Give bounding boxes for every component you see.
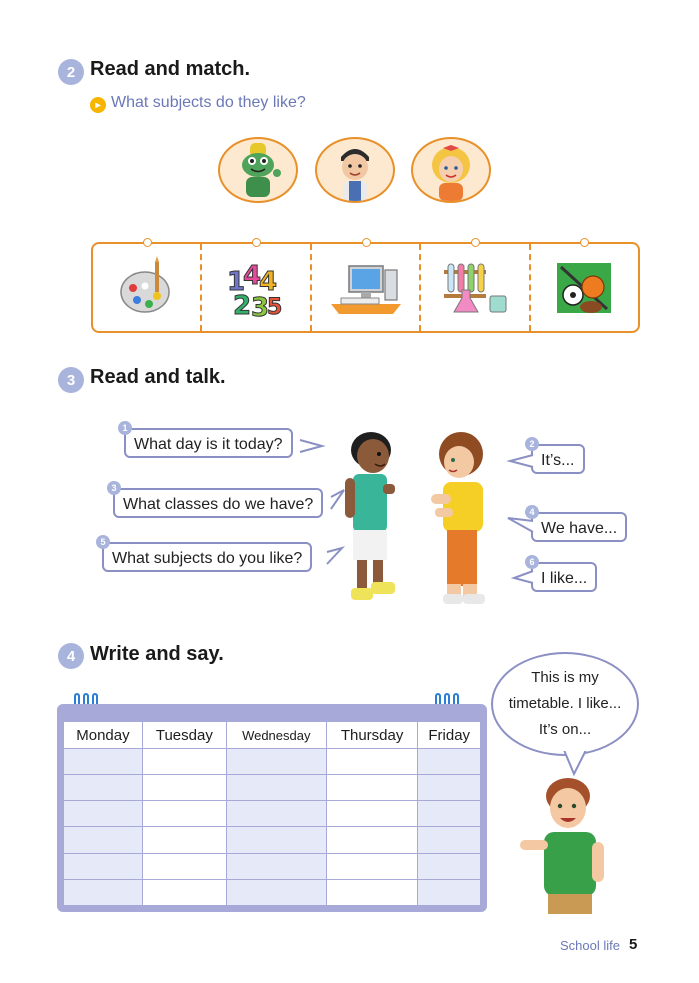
timetable bbox=[57, 704, 487, 912]
speech-bubble-4: We have... bbox=[531, 512, 627, 542]
timetable-cell[interactable] bbox=[418, 853, 481, 879]
section-2-question: What subjects do they like? bbox=[111, 94, 306, 111]
timetable-cell[interactable] bbox=[326, 827, 418, 853]
section-2-title: Read and match. bbox=[90, 58, 251, 80]
section-3-number: 3 bbox=[58, 367, 84, 393]
svg-text:4: 4 bbox=[259, 266, 278, 297]
timetable-cell[interactable] bbox=[226, 853, 326, 879]
timetable-cell[interactable] bbox=[326, 853, 418, 879]
timetable-cell[interactable] bbox=[64, 749, 143, 775]
timetable-cell[interactable] bbox=[326, 801, 418, 827]
timetable-cell[interactable] bbox=[418, 801, 481, 827]
children-talking-illustration bbox=[335, 424, 505, 608]
timetable-cell[interactable] bbox=[142, 775, 226, 801]
svg-text:4: 4 bbox=[243, 260, 262, 291]
day-header-thursday: Thursday bbox=[326, 722, 418, 749]
speech-bubble-2: It’s... bbox=[531, 444, 585, 474]
day-header-friday: Friday bbox=[418, 722, 481, 749]
boy-presenting-illustration bbox=[514, 774, 614, 914]
day-header-monday: Monday bbox=[64, 722, 143, 749]
timetable-cell[interactable] bbox=[64, 853, 143, 879]
timetable-cell[interactable] bbox=[226, 775, 326, 801]
svg-text:2: 2 bbox=[233, 290, 252, 320]
day-header-tuesday: Tuesday bbox=[142, 722, 226, 749]
page-number: 5 bbox=[629, 936, 638, 953]
timetable-cell[interactable] bbox=[418, 879, 481, 905]
timetable-grid bbox=[63, 721, 481, 906]
timetable-cell[interactable] bbox=[326, 775, 418, 801]
thought-speech-balloon bbox=[491, 652, 639, 756]
timetable-cell[interactable] bbox=[64, 827, 143, 853]
bubble-number-4: 4 bbox=[525, 505, 539, 519]
speech-bubble-1: What day is it today? bbox=[124, 428, 293, 458]
speech-bubble-6: I like... bbox=[531, 562, 597, 592]
timetable-cell[interactable] bbox=[226, 879, 326, 905]
timetable-cell[interactable] bbox=[326, 879, 418, 905]
timetable-cell[interactable] bbox=[226, 801, 326, 827]
speech-line-1: This is my bbox=[531, 669, 599, 686]
timetable-cell[interactable] bbox=[226, 827, 326, 853]
timetable-cell[interactable] bbox=[418, 827, 481, 853]
svg-text:1: 1 bbox=[227, 266, 246, 297]
timetable-cell[interactable] bbox=[418, 749, 481, 775]
timetable-cell[interactable] bbox=[326, 749, 418, 775]
speech-line-2: timetable. I like... bbox=[508, 695, 622, 712]
speech-bubble-3: What classes do we have? bbox=[113, 488, 323, 518]
speech-line-3: It’s on... bbox=[538, 721, 592, 738]
bubble-number-3: 3 bbox=[107, 481, 121, 495]
timetable-cell[interactable] bbox=[64, 879, 143, 905]
bubble-number-6: 6 bbox=[525, 555, 539, 569]
timetable-cell[interactable] bbox=[64, 801, 143, 827]
timetable-cell[interactable] bbox=[64, 775, 143, 801]
section-3-title: Read and talk. bbox=[90, 366, 226, 388]
arrow-bullet-icon: ▸ bbox=[90, 97, 106, 113]
timetable-cell[interactable] bbox=[418, 775, 481, 801]
timetable-cell[interactable] bbox=[142, 801, 226, 827]
footer-unit-label: School life bbox=[560, 938, 620, 953]
timetable-cell[interactable] bbox=[226, 749, 326, 775]
svg-text:5: 5 bbox=[267, 294, 283, 320]
speech-bubble-5: What subjects do you like? bbox=[102, 542, 312, 572]
bubble-number-5: 5 bbox=[96, 535, 110, 549]
section-2-number: 2 bbox=[58, 59, 84, 85]
day-header-wednesday: Wednesday bbox=[226, 722, 326, 749]
timetable-cell[interactable] bbox=[142, 827, 226, 853]
section-4-title: Write and say. bbox=[90, 643, 224, 665]
bubble-number-1: 1 bbox=[118, 421, 132, 435]
timetable-cell[interactable] bbox=[142, 749, 226, 775]
svg-text:3: 3 bbox=[251, 292, 270, 320]
timetable-cell[interactable] bbox=[142, 853, 226, 879]
timetable-cell[interactable] bbox=[142, 879, 226, 905]
bubble-number-2: 2 bbox=[525, 437, 539, 451]
section-4-number: 4 bbox=[58, 643, 84, 669]
